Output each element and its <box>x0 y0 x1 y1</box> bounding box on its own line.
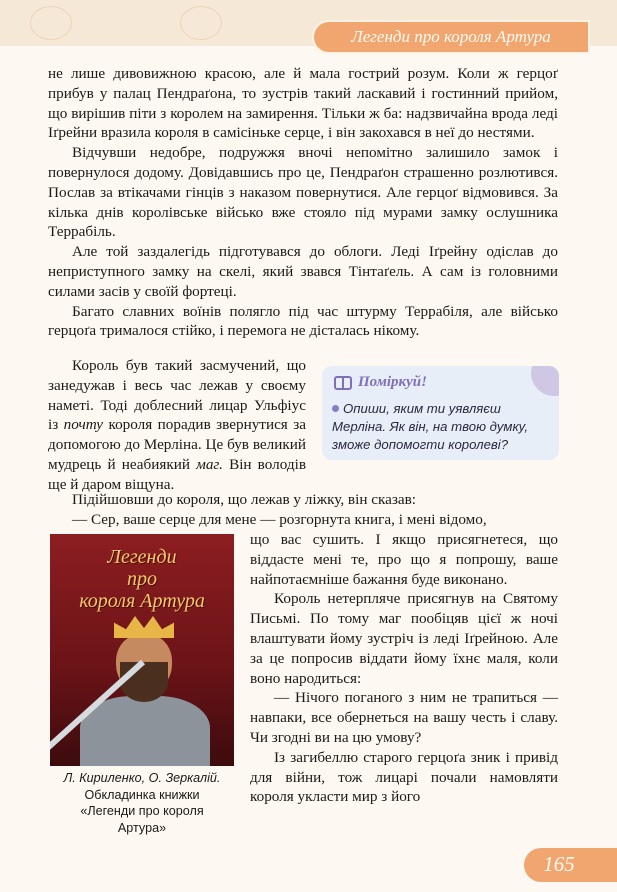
open-book-icon <box>334 376 352 390</box>
narrow-text-column <box>48 356 306 495</box>
book-cover-image <box>50 534 234 766</box>
paragraph: не лише дивовижною красою, але й мала гострий розум. Коли ж герцоґ прибув у палац Пендраґона, то зустрів такий ласкавий і гостинний прийом, що вирішив піти з королем на замирення. Тільки ж ба: надзвичайна врода леді Іґрейни вразила короля в самісіньке серце, і він закохався в неї до нестями. <box>48 65 558 142</box>
king-armor <box>80 696 210 766</box>
paragraph: Із загибеллю старого герцоґа зник і привід для війни, тож лицарі почали намовляти короля укласти мир з його <box>250 748 558 806</box>
right-text-column <box>250 530 558 807</box>
image-caption: Л. Кириленко, О. Зеркалій. Обкладинка книжки «Легенди про короля Артура» <box>48 770 236 836</box>
paragraph: Відчувши недобре, подружжя вночі непомітно залишило замок і повернулося додому. Довідавшись про це, Пендраґон страшенно розлютився. Послав за втікачами гінців з наказом повернутися. Але герцоґ відмовився. За кілька днів королівське військо вже стояло під мурами замку ослушника Террабіль. <box>48 144 558 241</box>
paragraph: Король нетерпляче присягнув на Святому Письмі. По тому маг пообіцяв цієї ж ночі влаштувати йому зустріч із леді Іґрейною. Але за це попросив віддати йому їхнє маля, коли воно народиться: <box>250 590 558 687</box>
think-box-title: Поміркуй! <box>358 374 427 390</box>
paragraph: Підійшовши до короля, що лежав у ліжку, він сказав: <box>72 491 417 508</box>
paragraph: — Нічого поганого з ним не трапиться — навпаки, все обернеться на вашу честь і славу. Чи згодні ви на цю умову? <box>250 689 558 746</box>
running-header <box>312 20 590 54</box>
crown-icon <box>114 616 174 638</box>
full-width-text <box>48 490 558 530</box>
emphasis-word: маг. <box>196 455 223 473</box>
think-box-question: Опиши, яким ти уявляєш Мерліна. Як він, на твою думку, зможе допомогти королеві? <box>332 401 529 452</box>
page-number: 165 <box>543 852 575 876</box>
king-beard <box>120 662 168 702</box>
paragraph: Багато славних воїнів полягло під час штурму Террабіля, але військо герцоґа трималося стійко, і перемога не дісталась нікому. <box>48 302 558 340</box>
bullet-icon <box>332 405 339 412</box>
running-header-title: Легенди про короля Артура <box>351 27 551 46</box>
caption-authors: Л. Кириленко, О. Зеркалій. <box>63 771 221 785</box>
main-text-top <box>48 64 558 341</box>
emphasis-word: почту <box>63 416 104 434</box>
think-box-header <box>334 374 427 391</box>
think-box <box>322 366 559 460</box>
paragraph: Але той заздалегідь підготувався до облоги. Леді Іґрейну одіслав до неприступного замку на скелі, який звався Тінтаґель. А сам із головними силами засів у своїй фортеці. <box>48 243 558 300</box>
paragraph: що вас сушить. І якщо присягнетеся, що віддасте мені те, про що я попрошу, ваше найпотаємніше бажання буде виконано. <box>250 531 558 588</box>
speech-line: — Сер, ваше серце для мене — розгорнута книга, і мені відомо, <box>72 510 487 528</box>
paragraph: Король був такий засмучений, що занедужав і весь час лежав у своєму наметі. Тоді доблесний лицар Ульфіус із почту короля порадив звернутися за допомогою до Мерліна. Це був великий мудрець й неабиякий маг. Він володів ще й даром віщуна. <box>48 357 306 493</box>
cover-title: Легенди про короля Артура <box>79 546 205 612</box>
